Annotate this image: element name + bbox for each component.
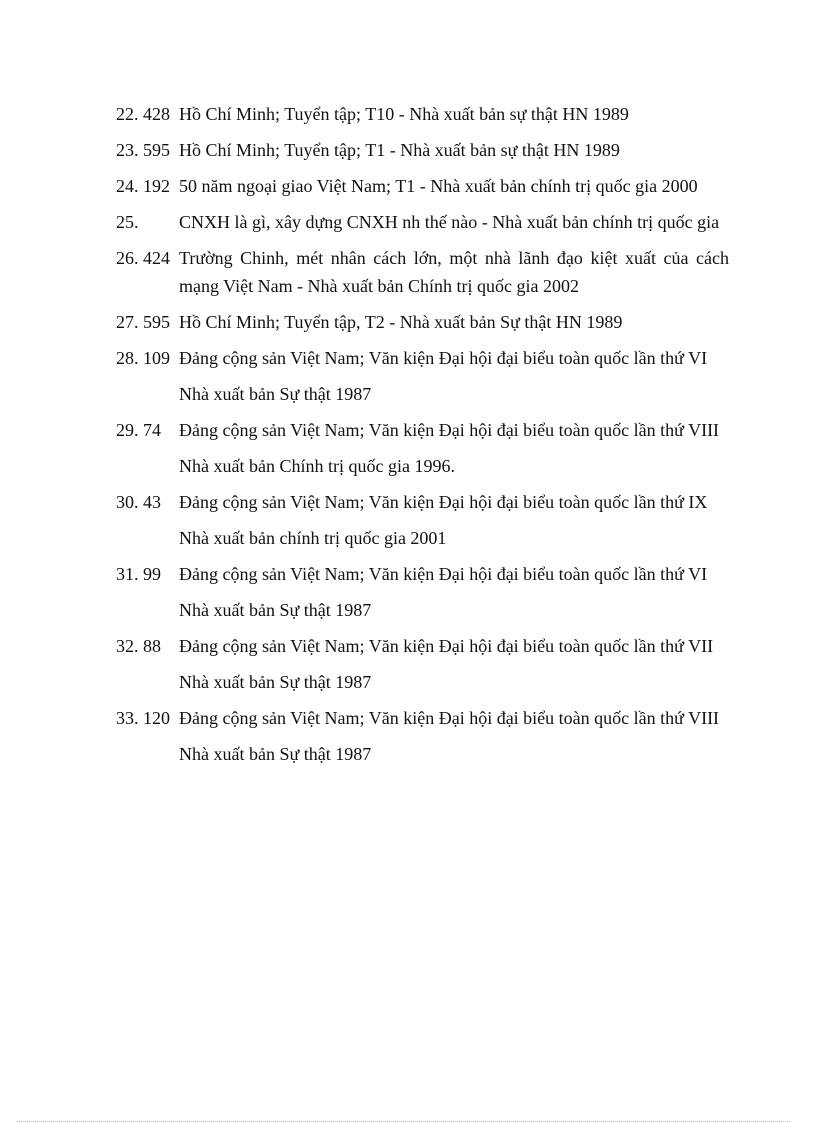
reference-item xyxy=(116,344,729,416)
reference-text: Đảng cộng sản Việt Nam; Văn kiện Đại hội đại biểu toàn quốc lần thứ IX xyxy=(179,492,708,512)
reference-item xyxy=(116,308,729,344)
reference-text: Đảng cộng sản Việt Nam; Văn kiện Đại hội đại biểu toàn quốc lần thứ VI xyxy=(179,348,708,368)
reference-number: 23. 595 xyxy=(116,140,170,160)
reference-number: 25. xyxy=(116,212,139,232)
reference-text: Nhà xuất bản Sự thật 1987 xyxy=(179,384,372,404)
reference-number: 29. 74 xyxy=(116,420,161,440)
reference-text: Nhà xuất bản Sự thật 1987 xyxy=(179,600,372,620)
reference-body xyxy=(179,244,729,308)
reference-item xyxy=(116,632,729,704)
reference-text: Trường Chinh, mét nhân cách lớn, một nhà lãnh đạo kiệt xuất của cách mạng Việt Nam - Nhà xuất bản Chính trị quốc gia 2002 xyxy=(179,248,729,296)
reference-item xyxy=(116,488,729,560)
reference-body xyxy=(179,488,729,560)
reference-item xyxy=(116,560,729,632)
reference-body xyxy=(179,136,729,172)
reference-number: 26. 424 xyxy=(116,248,170,268)
reference-number: 27. 595 xyxy=(116,312,170,332)
reference-number: 33. 120 xyxy=(116,708,170,728)
reference-item xyxy=(116,244,729,308)
reference-text: CNXH là gì, xây dựng CNXH nh thế nào - Nhà xuất bản chính trị quốc gia xyxy=(179,212,720,232)
reference-text: Nhà xuất bản chính trị quốc gia 2001 xyxy=(179,528,447,548)
reference-number: 30. 43 xyxy=(116,492,161,512)
reference-body xyxy=(179,344,729,416)
reference-item xyxy=(116,704,729,776)
reference-text: Đảng cộng sản Việt Nam; Văn kiện Đại hội đại biểu toàn quốc lần thứ VII xyxy=(179,636,714,656)
reference-text: Đảng cộng sản Việt Nam; Văn kiện Đại hội đại biểu toàn quốc lần thứ VIII xyxy=(179,420,720,440)
reference-item xyxy=(116,416,729,488)
reference-text: Hồ Chí Minh; Tuyển tập, T2 - Nhà xuất bản Sự thật HN 1989 xyxy=(179,312,623,332)
reference-body xyxy=(179,208,729,244)
reference-number: 24. 192 xyxy=(116,176,170,196)
reference-body xyxy=(179,416,729,488)
reference-body xyxy=(179,172,729,208)
reference-body xyxy=(179,560,729,632)
reference-text: Đảng cộng sản Việt Nam; Văn kiện Đại hội đại biểu toàn quốc lần thứ VI xyxy=(179,564,708,584)
reference-item xyxy=(116,172,729,208)
reference-text: 50 năm ngoại giao Việt Nam; T1 - Nhà xuất bản chính trị quốc gia 2000 xyxy=(179,176,698,196)
reference-text: Nhà xuất bản Chính trị quốc gia 1996. xyxy=(179,456,455,476)
reference-text: Hồ Chí Minh; Tuyển tập; T1 - Nhà xuất bản sự thật HN 1989 xyxy=(179,140,620,160)
reference-body xyxy=(179,704,729,776)
reference-number: 32. 88 xyxy=(116,636,161,656)
reference-body xyxy=(179,308,729,344)
reference-text: Hồ Chí Minh; Tuyển tập; T10 - Nhà xuất bản sự thật HN 1989 xyxy=(179,104,629,124)
reference-number: 22. 428 xyxy=(116,104,170,124)
reference-list xyxy=(116,100,729,776)
reference-body xyxy=(179,632,729,704)
reference-body xyxy=(179,100,729,136)
reference-text: Nhà xuất bản Sự thật 1987 xyxy=(179,672,372,692)
reference-item xyxy=(116,100,729,136)
reference-number: 31. 99 xyxy=(116,564,161,584)
page-bottom-divider xyxy=(17,1121,790,1122)
reference-item xyxy=(116,208,729,244)
reference-number: 28. 109 xyxy=(116,348,170,368)
reference-text: Đảng cộng sản Việt Nam; Văn kiện Đại hội đại biểu toàn quốc lần thứ VIII xyxy=(179,708,720,728)
reference-text: Nhà xuất bản Sự thật 1987 xyxy=(179,744,372,764)
reference-item xyxy=(116,136,729,172)
